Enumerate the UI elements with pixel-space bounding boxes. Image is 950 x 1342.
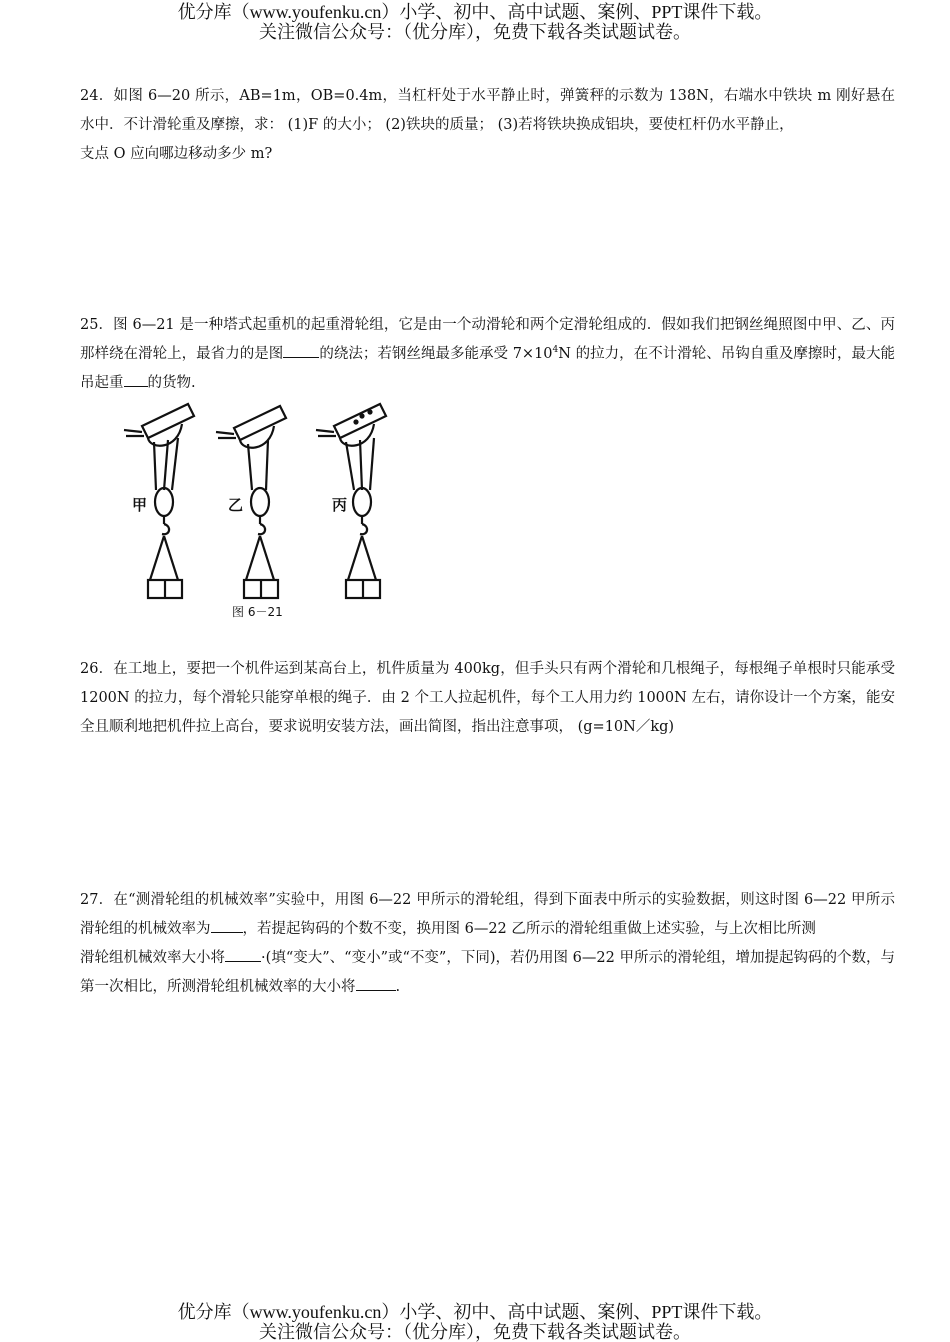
answer-blank — [356, 976, 396, 991]
header-line-2: 关注微信公众号：（优分库），免费下载各类试题试卷。 — [259, 22, 691, 42]
question-27 — [80, 886, 895, 1002]
exponent: 4 — [552, 345, 559, 356]
question-27-part-4: ·(填“变大”、“变小”或“不变”，下同)，若仍用图 6—22 甲所示的滑轮组，增加提起钩码的个数，与第一次相比，所测滑轮组机械效率的大小将 — [80, 950, 896, 995]
label-yi: 乙 — [228, 496, 244, 514]
question-25 — [80, 311, 895, 398]
question-27-part-1: 27．在“测滑轮组的机械效率”实验中，用图 6—22 甲所示的滑轮组，得到下面表中所示的实验数据，则这时图 6—22 甲所示滑轮组的机械效率为 — [80, 892, 895, 937]
figure-caption: 图 6－21 — [232, 605, 283, 619]
question-24-text: 24．如图 6—20 所示，AB=1m，OB=0.4m，当杠杆处于水平静止时，弹簧秤的示数为 138N，右端水中铁块 m 刚好悬在水中．不计滑轮重及摩擦，求： (1)F 的大小； (2)铁块的质量； (3)若将铁块换成铝块，要使杠杆仍水平静止， — [80, 88, 895, 133]
crane-pulley-figure — [120, 398, 420, 623]
question-24 — [80, 82, 895, 169]
question-24-text-cont: 支点 O 应向哪边移动多少 m? — [80, 146, 273, 162]
pulley-bing — [316, 404, 386, 598]
page-footer — [0, 1302, 950, 1342]
pulley-yi — [216, 406, 286, 598]
answer-blank — [211, 918, 243, 933]
question-25-part-4: 的货物. — [147, 375, 196, 391]
question-26-text: 26．在工地上，要把一个机件运到某高台上，机件质量为 400kg，但手头只有两个滑轮和几根绳子，每根绳子单根时只能承受 1200N 的拉力，每个滑轮只能穿单根的绳子．由 2 个工人拉起机件，每个工人用力约 1000N 左右，请你设计一个方案，能安全且顺利地把机件拉上高台，要求说明安装方法，画出简图，指出注意事项， (g=10N／kg) — [80, 661, 895, 735]
question-25-part-1: 25．图 6—21 是一种塔式起重机的起重滑轮组，它是由一个动滑轮和两个定滑轮组成的．假如我们把钢丝绳照图中甲、乙、丙那样绕在滑轮上，最省力的是图 — [80, 317, 895, 362]
question-27-part-3: 滑轮组机械效率大小将 — [80, 950, 226, 966]
label-jia: 甲 — [132, 496, 148, 514]
question-27-part-2: ，若提起钩码的个数不变，换用图 6—22 乙所示的滑轮组重做上述实验，与上次相比所测 — [242, 921, 816, 937]
footer-line-1: 优分库（www.youfenku.cn）小学、初中、高中试题、案例、PPT课件下载。 — [177, 1302, 773, 1322]
question-27-part-5: . — [395, 979, 401, 995]
question-25-part-2: 的绕法；若钢丝绳最多能承受 7×10 — [319, 346, 553, 362]
page-header — [0, 2, 950, 42]
question-25-part-3: N 的拉力，在不计滑轮、吊钩自重及摩擦时，最大能吊起重 — [80, 346, 896, 391]
footer-line-2: 关注微信公众号：（优分库），免费下载各类试题试卷。 — [259, 1322, 691, 1342]
answer-blank — [124, 372, 148, 387]
header-line-1: 优分库（www.youfenku.cn）小学、初中、高中试题、案例、PPT课件下载。 — [177, 2, 773, 22]
label-bing: 丙 — [332, 496, 348, 514]
answer-blank — [225, 947, 261, 962]
question-26 — [80, 655, 895, 742]
answer-blank — [283, 343, 319, 358]
